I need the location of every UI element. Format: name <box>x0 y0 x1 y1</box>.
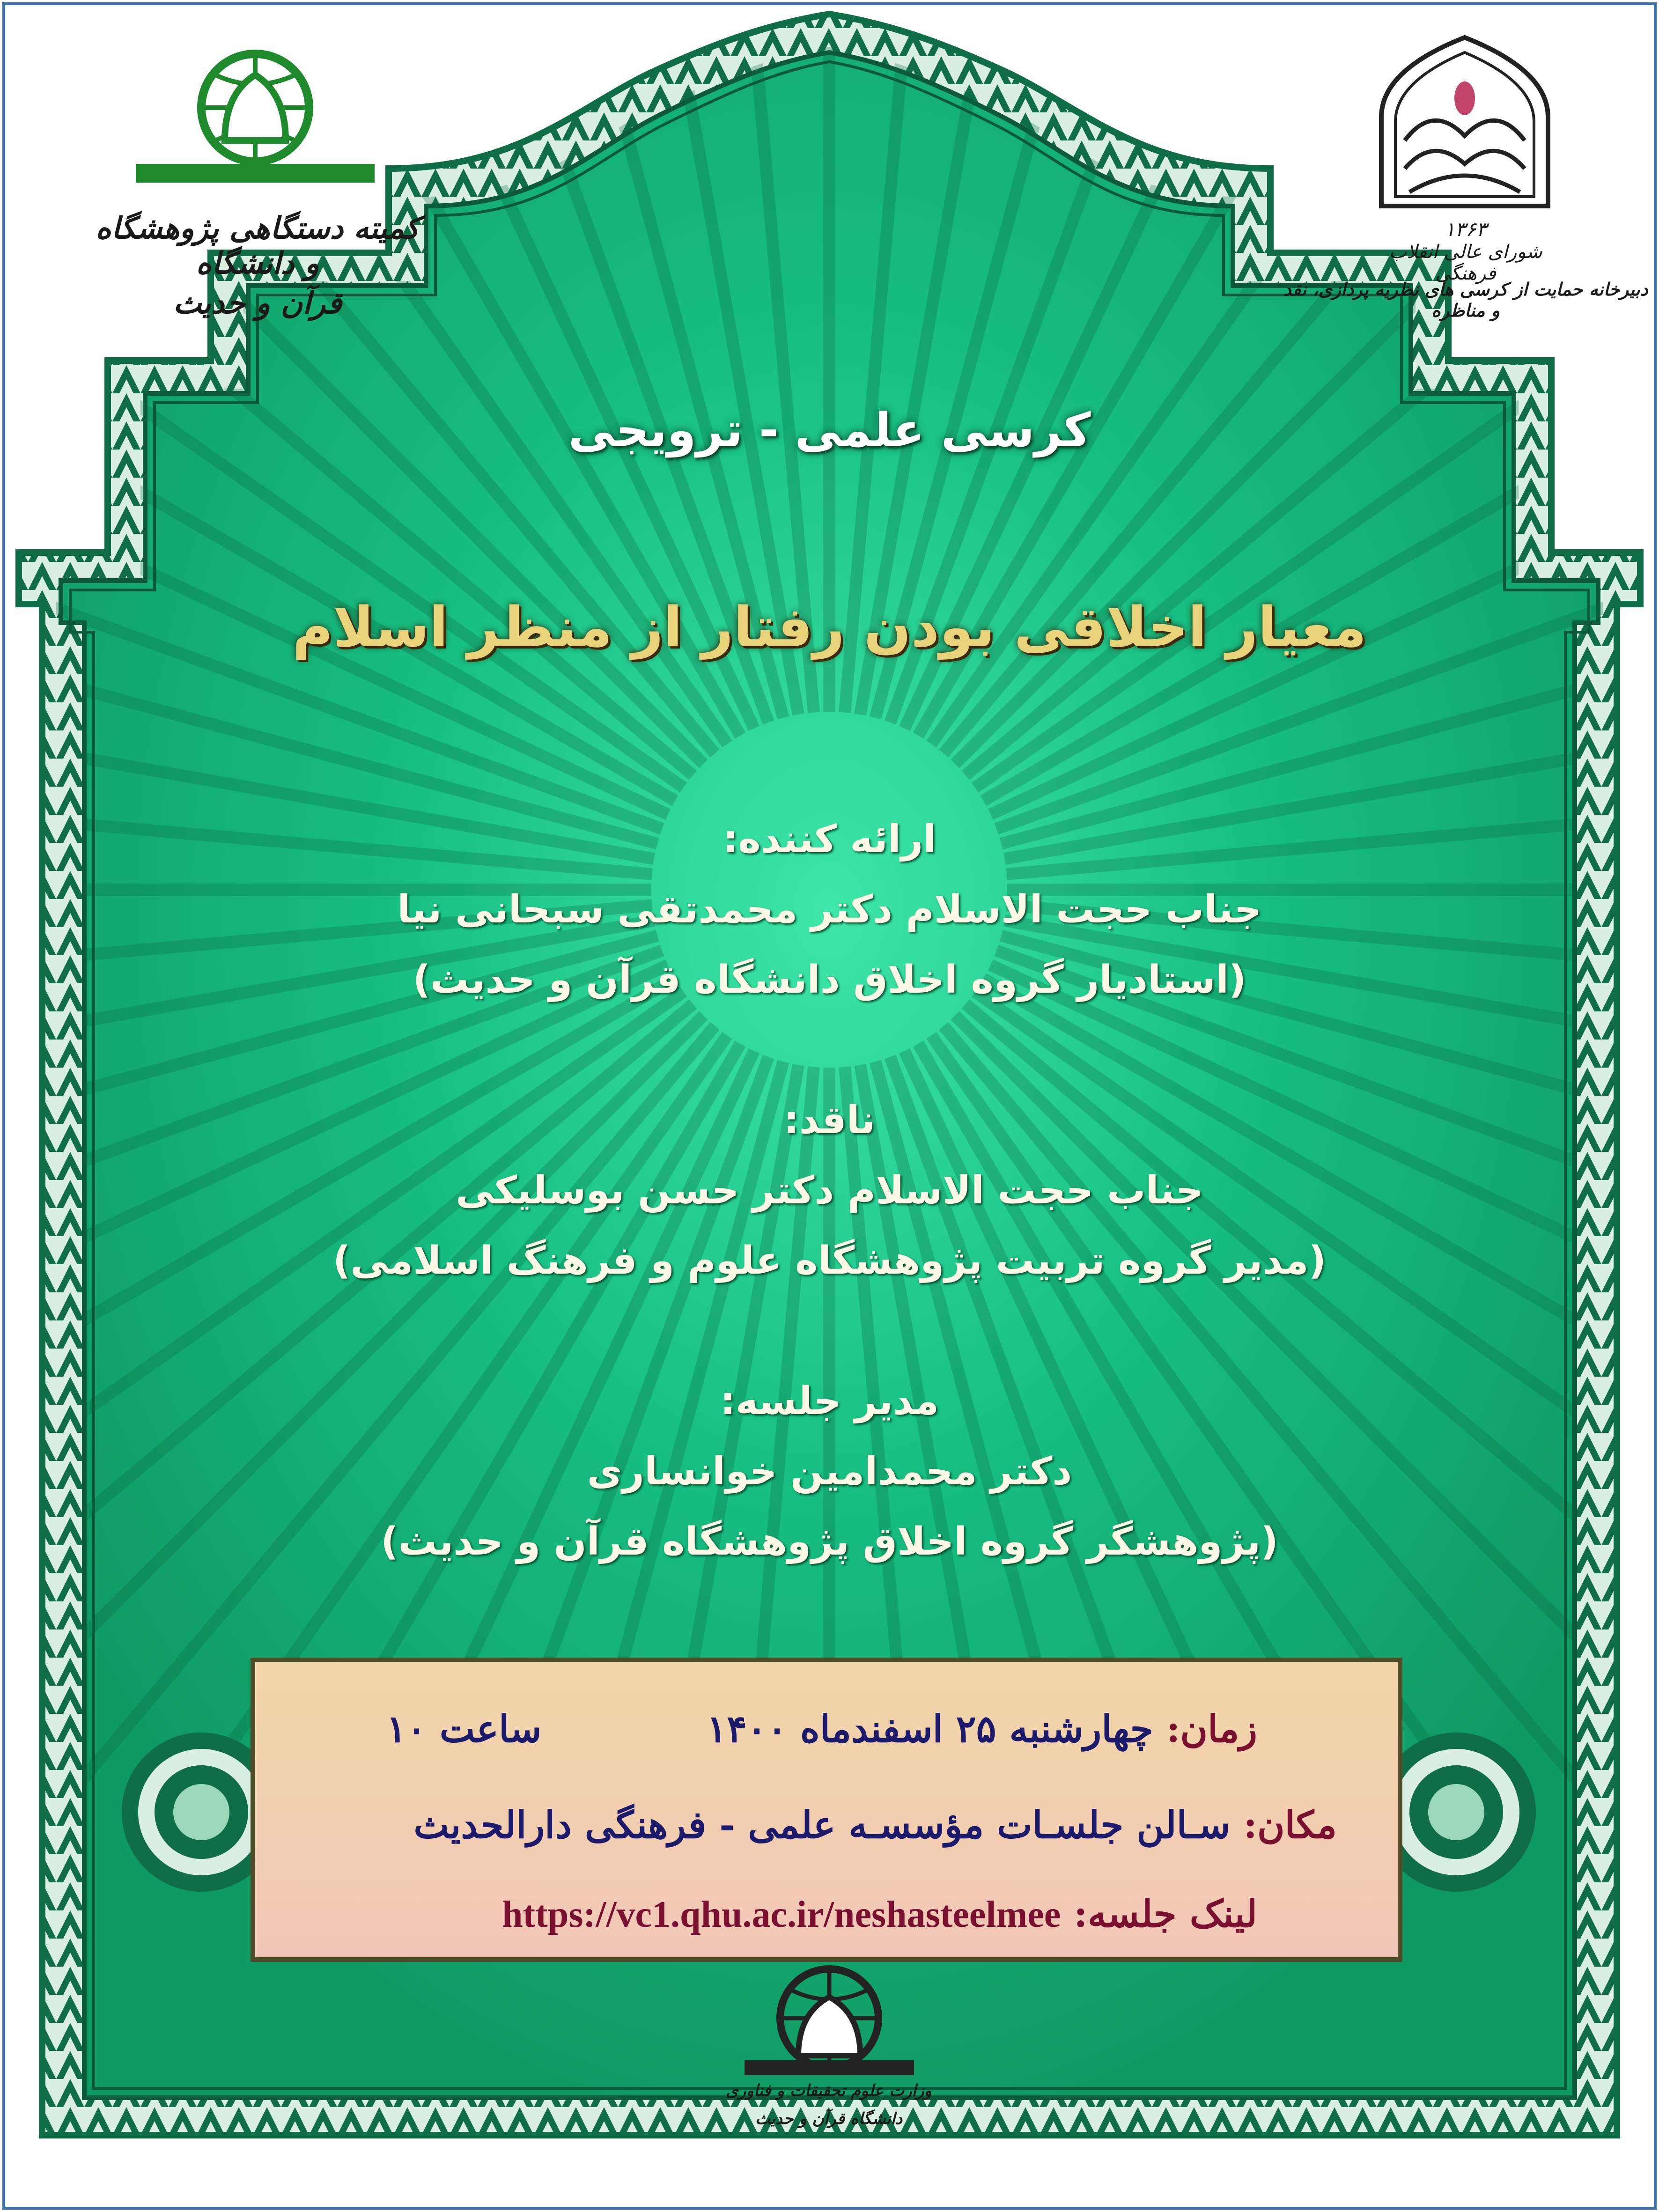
event-place <box>413 1803 1337 1847</box>
critic-role: (مدیر گروه تربیت پژوهشگاه علوم و فرهنگ اسلامی) <box>332 1239 1327 1283</box>
left-logo-line1: کمیته دستگاهی پژوهشگاه و دانشگاه <box>96 211 420 281</box>
right-logo-council: شورای عالی انقلاب فرهنگی <box>1389 241 1542 284</box>
event-hour: ساعت ۱۰ <box>386 1707 542 1751</box>
poster-title: معیار اخلاقی بودن رفتار از منظر اسلام <box>292 595 1367 659</box>
time-label: زمان: <box>1166 1707 1257 1751</box>
moderator-label: مدیر جلسه: <box>720 1379 939 1423</box>
poster-subtitle: کرسی علمی - ترویجی <box>568 403 1091 457</box>
event-date: چهارشنبه ۲۵ اسفندماه ۱۴۰۰ <box>707 1707 1153 1751</box>
link-label: لینک جلسه: <box>1074 1892 1257 1936</box>
event-time <box>707 1707 1257 1751</box>
event-link <box>502 1892 1257 1936</box>
right-logo-year: ۱۳۶۳ <box>1444 218 1487 241</box>
left-logo-line2: قرآن و حدیث <box>173 286 342 321</box>
bottom-logo-line2: دانشگاه قرآن و حدیث <box>755 2109 903 2128</box>
critic-label: ناقد: <box>783 1098 876 1143</box>
moderator-name: دکتر محمدامین خوانساری <box>587 1449 1072 1494</box>
event-info-box <box>251 1658 1402 1962</box>
presenter-role: (استادیار گروه اخلاق دانشگاه قرآن و حدیث) <box>413 958 1246 1002</box>
bottom-logo-line1: وزارت علوم تحقیقات و فناوری <box>726 2081 932 2100</box>
right-logo-secretariat: دبیرخانه حمایت از کرسی های نظریه پردازی، نقد و مناظره <box>1283 279 1648 321</box>
critic-name: جناب حجت الاسلام دکتر حسن بوسلیکی <box>456 1168 1203 1213</box>
presenter-name: جناب حجت الاسلام دکتر محمدتقی سبحانی نیا <box>397 887 1262 932</box>
moderator-role: (پژوهشگر گروه اخلاق پژوهشگاه قرآن و حدیث) <box>381 1519 1278 1564</box>
place-value: سـالن جلسـات مؤسسـه علمی - فرهنگی دارالحدیث <box>413 1803 1231 1847</box>
meeting-link[interactable]: https://vc1.qhu.ac.ir/neshasteelmee <box>502 1894 1061 1935</box>
place-label: مکان: <box>1243 1803 1337 1847</box>
presenter-label: ارائه کننده: <box>723 817 936 862</box>
